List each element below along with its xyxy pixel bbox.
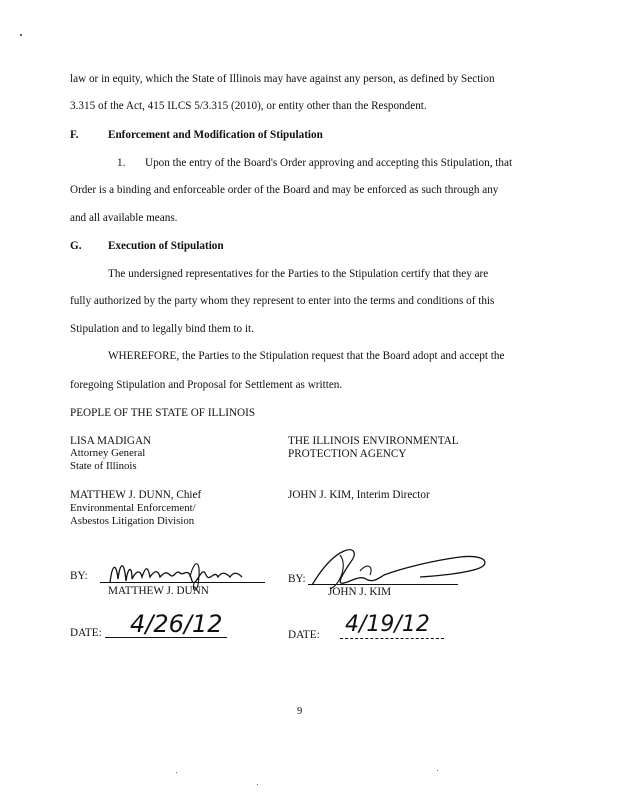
page-number: 9 bbox=[297, 706, 303, 717]
body-line: fully authorized by the party whom they represent to enter into the terms and conditions of this bbox=[70, 295, 495, 307]
body-line: Upon the entry of the Board's Order approving and accepting this Stipulation, that bbox=[145, 157, 513, 169]
body-line: WHEREFORE, the Parties to the Stipulation request that the Board adopt and accept the bbox=[108, 350, 505, 362]
paragraph-number: 1. bbox=[117, 157, 126, 169]
body-line: Order is a binding and enforceable order of the Board and may be enforced as such through any bbox=[70, 184, 499, 196]
left-date-label: DATE: bbox=[70, 627, 102, 639]
section-letter: F. bbox=[70, 129, 79, 141]
right-by-label: BY: bbox=[288, 573, 306, 585]
body-line: foregoing Stipulation and Proposal for Settlement as written. bbox=[70, 379, 343, 391]
section-heading: Execution of Stipulation bbox=[108, 240, 224, 252]
scan-speck bbox=[176, 772, 177, 773]
left-date-line bbox=[105, 637, 227, 638]
scan-speck bbox=[257, 784, 258, 785]
people-heading: PEOPLE OF THE STATE OF ILLINOIS bbox=[70, 407, 256, 419]
body-line: Stipulation and to legally bind them to it. bbox=[70, 323, 254, 335]
right-signature-line bbox=[308, 584, 458, 585]
section-letter: G. bbox=[70, 240, 82, 252]
section-heading: Enforcement and Modification of Stipulation bbox=[108, 129, 323, 141]
right-party-name: PROTECTION AGENCY bbox=[288, 448, 407, 460]
scan-speck bbox=[437, 770, 438, 771]
left-party-name: LISA MADIGAN bbox=[70, 435, 152, 447]
right-printed-name: JOHN J. KIM bbox=[328, 586, 392, 598]
left-signer-title: Asbestos Litigation Division bbox=[70, 515, 195, 527]
left-signer-title: Environmental Enforcement/ bbox=[70, 502, 196, 514]
body-line: 3.315 of the Act, 415 ILCS 5/3.315 (2010), or entity other than the Respondent. bbox=[70, 100, 427, 112]
right-date-label: DATE: bbox=[288, 629, 320, 641]
left-date-value: 4/26/12 bbox=[130, 610, 223, 638]
right-signer-name: JOHN J. KIM, Interim Director bbox=[288, 489, 430, 501]
left-signer-name: MATTHEW J. DUNN, Chief bbox=[70, 489, 202, 501]
body-line: law or in equity, which the State of Illinois may have against any person, as defined by Section bbox=[70, 73, 495, 85]
right-date-line bbox=[340, 638, 444, 639]
body-line: The undersigned representatives for the Parties to the Stipulation certify that they are bbox=[108, 268, 489, 280]
right-party-name: THE ILLINOIS ENVIRONMENTAL bbox=[288, 435, 459, 447]
left-by-label: BY: bbox=[70, 570, 88, 582]
left-printed-name: MATTHEW J. DUNN bbox=[108, 585, 209, 597]
left-signature-line bbox=[100, 582, 265, 583]
right-date-value: 4/19/12 bbox=[345, 612, 430, 637]
left-party-title: Attorney General bbox=[70, 447, 146, 459]
scan-speck bbox=[20, 34, 22, 36]
left-party-title: State of Illinois bbox=[70, 460, 137, 472]
body-line: and all available means. bbox=[70, 212, 178, 224]
